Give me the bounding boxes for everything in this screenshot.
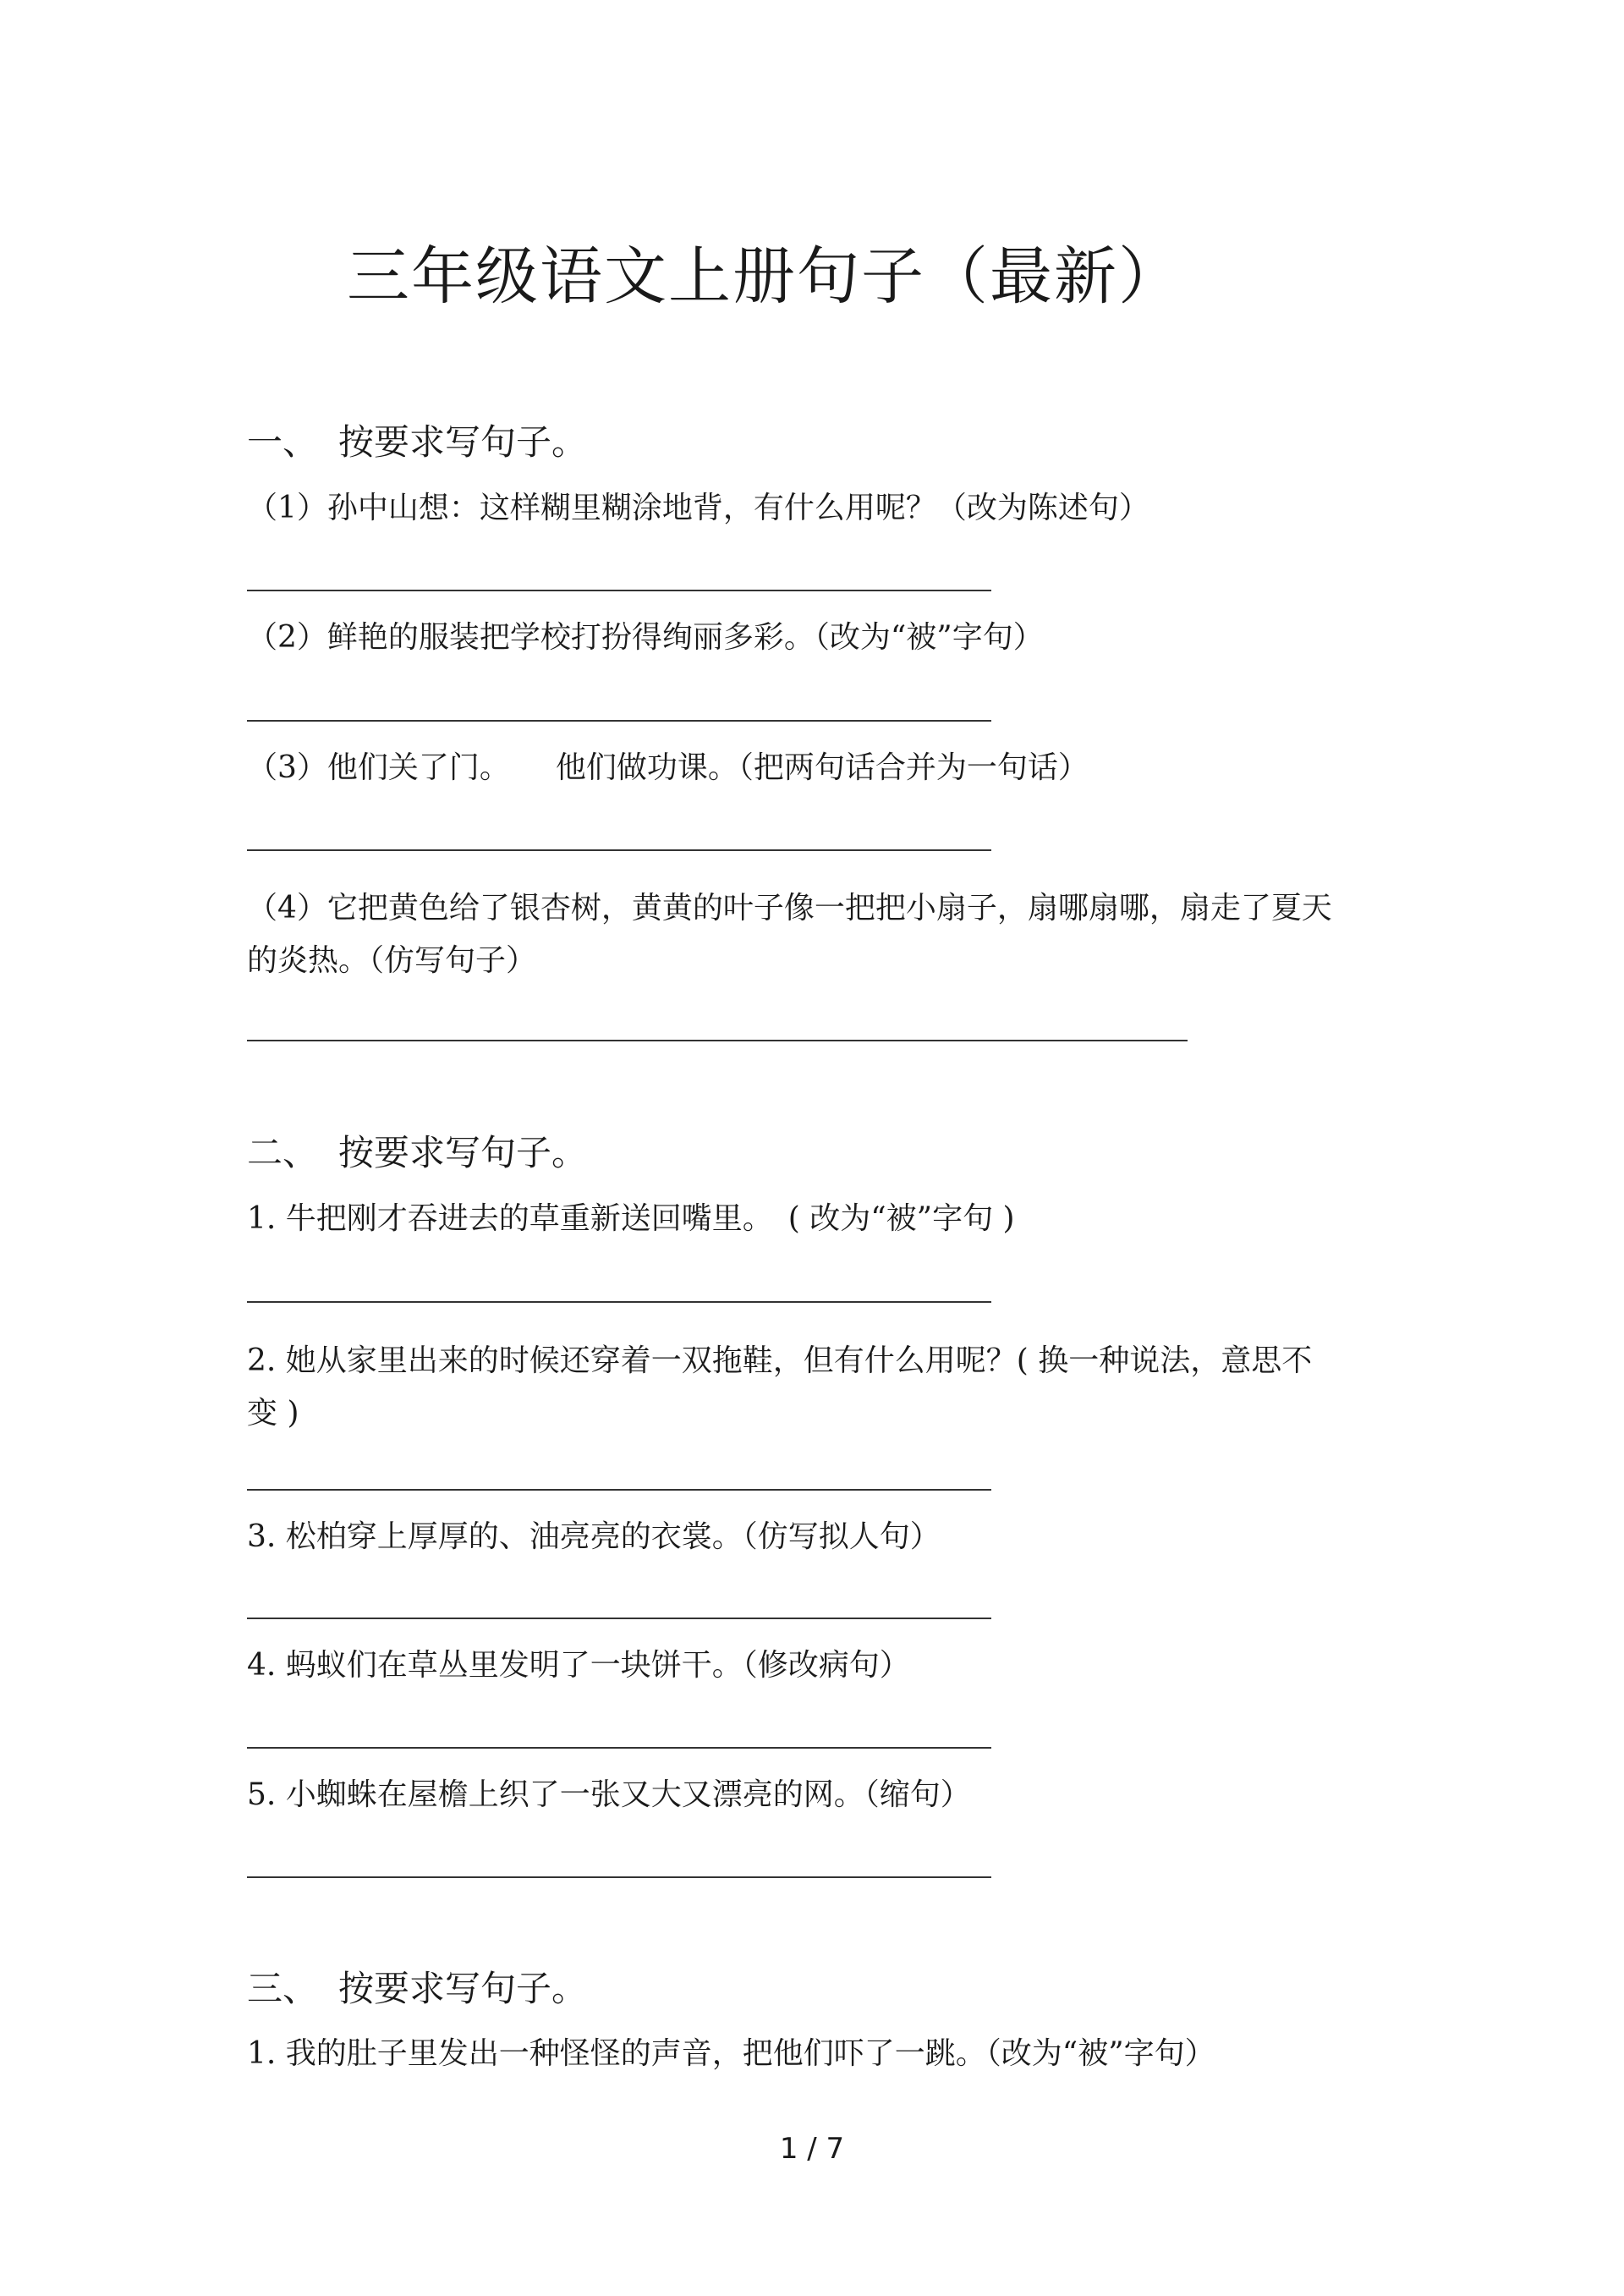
document-title: 三年级语文上册句子（最新） — [347, 240, 1182, 313]
page-indicator: 1 / 7 — [779, 2132, 845, 2166]
section-2-heading — [247, 1125, 587, 1176]
question-2-3: 3. 松柏穿上厚厚的、油亮亮的衣裳。（仿写拟人句） — [247, 1519, 941, 1554]
section-1-title: 按要求写句子。 — [338, 421, 588, 463]
section-3-number: 三、 — [247, 1968, 319, 2009]
answer-line[interactable] — [247, 1489, 991, 1491]
answer-line[interactable] — [247, 1618, 991, 1619]
answer-line[interactable] — [247, 849, 991, 851]
section-2-number: 二、 — [247, 1132, 319, 1173]
answer-line[interactable] — [247, 590, 991, 591]
question-2-5: 5. 小蜘蛛在屋檐上织了一张又大又漂亮的网。（缩句） — [247, 1777, 971, 1812]
answer-line[interactable] — [247, 1747, 991, 1749]
question-2-4: 4. 蚂蚁们在草丛里发明了一块饼干。（修改病句） — [247, 1648, 910, 1683]
question-2-1: 1. 牛把刚才吞进去的草重新送回嘴里。 ( 改为“被”字句 ) — [247, 1201, 1015, 1236]
question-3-1: 1. 我的肚子里发出一种怪怪的声音，把他们吓了一跳。（改为“被”字句） — [247, 2036, 1215, 2071]
answer-line[interactable] — [247, 1040, 1188, 1041]
section-1-number: 一、 — [247, 421, 319, 463]
section-2-title: 按要求写句子。 — [338, 1132, 588, 1173]
answer-line[interactable] — [247, 720, 991, 722]
question-1-2: （2）鲜艳的服装把学校打扮得绚丽多彩。（改为“被”字句） — [247, 620, 1044, 655]
question-1-3: （3）他们关了门。 他们做功课。（把两句话合并为一句话） — [247, 750, 1089, 785]
question-1-1: （1）孙中山想：这样糊里糊涂地背，有什么用呢？（改为陈述句） — [247, 491, 1149, 525]
section-3-title: 按要求写句子。 — [338, 1968, 588, 2009]
question-2-2: 2. 她从家里出来的时候还穿着一双拖鞋，但有什么用呢？( 换一种说法，意思不变 ) — [247, 1343, 1313, 1431]
answer-line[interactable] — [247, 1301, 991, 1303]
answer-line[interactable] — [247, 1876, 991, 1878]
question-1-4: （4）它把黄色给了银杏树，黄黄的叶子像一把把小扇子，扇哪扇哪，扇走了夏天的炎热。（仿写句子） — [247, 891, 1332, 978]
section-1-heading — [247, 415, 587, 465]
section-3-heading — [247, 1961, 587, 2012]
